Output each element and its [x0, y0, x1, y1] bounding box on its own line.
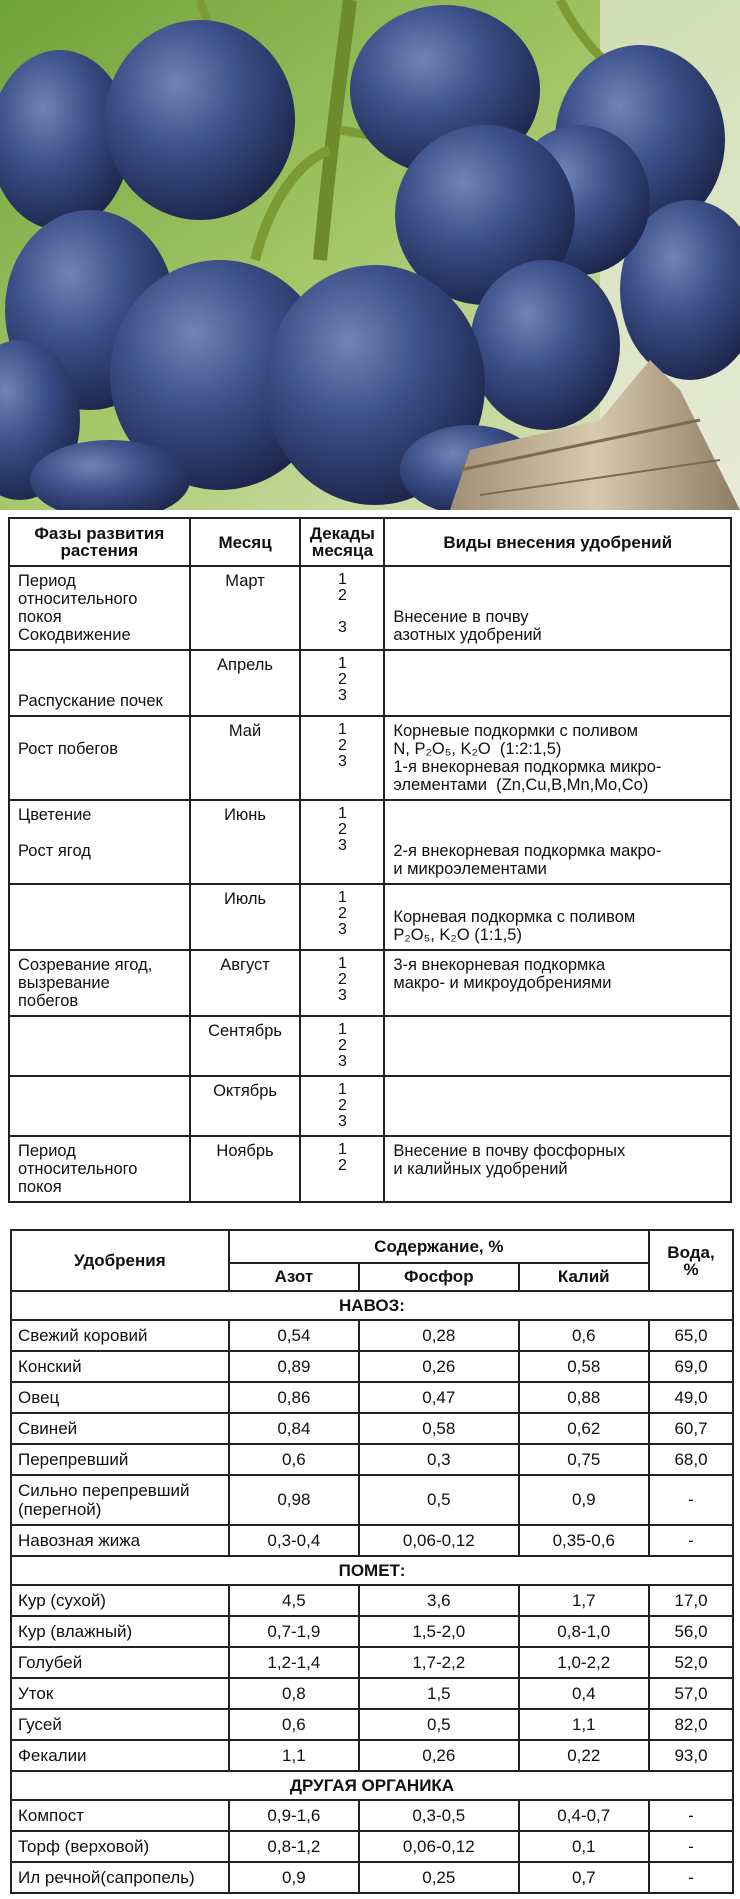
fertilizer-cell — [384, 1076, 731, 1136]
header-potassium: Калий — [519, 1263, 650, 1291]
phase-cell — [9, 1076, 190, 1136]
nitrogen-value: 0,84 — [229, 1413, 359, 1444]
fert-line: Корневые подкормки с поливом — [393, 722, 639, 740]
decades-line: 1 — [337, 889, 347, 906]
fert-line — [393, 824, 722, 842]
decades-cell — [300, 650, 384, 716]
section-title: ДРУГАЯ ОРГАНИКА — [11, 1771, 733, 1800]
table-row — [11, 1413, 733, 1444]
month-cell — [190, 566, 301, 650]
potassium-value: 0,62 — [519, 1413, 650, 1444]
decades-line: 1 — [337, 721, 347, 738]
decades-line: 1 — [337, 1021, 347, 1038]
decades-line: 2 — [337, 1097, 347, 1114]
schedule-row — [9, 1136, 731, 1202]
header-phosphorus: Фосфор — [359, 1263, 518, 1291]
nitrogen-value: 0,9-1,6 — [229, 1800, 359, 1831]
phase-line: покоя — [18, 1178, 62, 1196]
phase-cell — [9, 566, 190, 650]
month-label: Март — [225, 572, 265, 590]
phase-line: Цветение — [18, 806, 92, 824]
fert-line — [393, 572, 722, 590]
fert-line: P₂O₅, K₂O (1:1,5) — [393, 926, 522, 944]
table-row — [11, 1525, 733, 1556]
potassium-value: 0,88 — [519, 1382, 650, 1413]
fertilizer-name: Гусей — [11, 1709, 229, 1740]
phase-line: относительного — [18, 1160, 138, 1178]
decades-line: 2 — [337, 737, 347, 754]
decades-line: 1 — [337, 1081, 347, 1098]
decades-line: 2 — [337, 587, 347, 604]
phosphorus-value: 0,5 — [359, 1709, 518, 1740]
fert-line: и калийных удобрений — [393, 1160, 568, 1178]
water-value: 17,0 — [649, 1585, 733, 1616]
nitrogen-value: 0,98 — [229, 1475, 359, 1525]
table-row — [11, 1709, 733, 1740]
decades-cell — [300, 716, 384, 800]
potassium-value: 1,1 — [519, 1709, 650, 1740]
fert-line: Корневая подкормка с поливом — [393, 908, 636, 926]
phase-line: Распускание почек — [18, 692, 163, 710]
decades-line: 1 — [337, 1141, 347, 1158]
decades-cell — [300, 950, 384, 1016]
fertilizer-content-table — [10, 1229, 734, 1894]
potassium-value: 0,4 — [519, 1678, 650, 1709]
water-value: - — [649, 1525, 733, 1556]
fert-line: макро- и микроудобрениями — [393, 974, 612, 992]
water-value: 57,0 — [649, 1678, 733, 1709]
month-cell — [190, 884, 301, 950]
header-content-percent: Содержание, % — [229, 1230, 649, 1263]
header-fertilizers: Удобрения — [11, 1230, 229, 1291]
schedule-row — [9, 566, 731, 650]
table-row — [11, 1475, 733, 1525]
table-row — [11, 1647, 733, 1678]
fert-line: Внесение в почву — [393, 608, 529, 626]
decades-line: 3 — [337, 837, 347, 854]
fertilizer-name: Конский — [11, 1351, 229, 1382]
month-cell — [190, 1076, 301, 1136]
potassium-value: 0,58 — [519, 1351, 650, 1382]
phase-cell — [9, 716, 190, 800]
table-row — [11, 1585, 733, 1616]
phase-cell — [9, 650, 190, 716]
nitrogen-value: 0,6 — [229, 1444, 359, 1475]
phase-line: покоя — [18, 608, 62, 626]
nitrogen-value: 0,3-0,4 — [229, 1525, 359, 1556]
water-value: - — [649, 1475, 733, 1525]
header-nitrogen: Азот — [229, 1263, 359, 1291]
fert-line: элементами (Zn,Cu,B,Mn,Mo,Co) — [393, 776, 649, 794]
phosphorus-value: 1,5-2,0 — [359, 1616, 518, 1647]
month-cell — [190, 1136, 301, 1202]
fertilizer-name: Компост — [11, 1800, 229, 1831]
phosphorus-value: 0,58 — [359, 1413, 518, 1444]
phase-line: побегов — [18, 992, 79, 1010]
water-value: - — [649, 1831, 733, 1862]
fert-line: 2-я внекорневая подкормка макро- — [393, 842, 662, 860]
potassium-value: 0,1 — [519, 1831, 650, 1862]
table-row — [11, 1678, 733, 1709]
fert-line — [393, 890, 722, 908]
fert-line — [393, 806, 722, 824]
water-value: 49,0 — [649, 1382, 733, 1413]
section-row — [11, 1771, 733, 1800]
fertilizer-name: Сильно перепревший (перегной) — [11, 1475, 229, 1525]
phase-line: Рост ягод — [18, 842, 91, 860]
decades-line: 2 — [337, 1157, 347, 1174]
potassium-value: 0,7 — [519, 1862, 650, 1893]
table-row — [11, 1444, 733, 1475]
section-row — [11, 1291, 733, 1320]
decades-line: 2 — [337, 671, 347, 688]
phase-line: Рост побегов — [18, 740, 118, 758]
table-row — [11, 1740, 733, 1771]
phase-cell — [9, 1136, 190, 1202]
phase-cell — [9, 800, 190, 884]
nitrogen-value: 0,6 — [229, 1709, 359, 1740]
month-cell — [190, 716, 301, 800]
phase-line — [18, 824, 181, 842]
section-row — [11, 1556, 733, 1585]
phosphorus-value: 0,06-0,12 — [359, 1831, 518, 1862]
water-value: 52,0 — [649, 1647, 733, 1678]
nitrogen-value: 1,2-1,4 — [229, 1647, 359, 1678]
fertilizer-cell — [384, 716, 731, 800]
table-row — [11, 1351, 733, 1382]
schedule-row — [9, 650, 731, 716]
phase-line: относительного — [18, 590, 138, 608]
nitrogen-value: 0,8 — [229, 1678, 359, 1709]
water-value: 69,0 — [649, 1351, 733, 1382]
table-row — [11, 1616, 733, 1647]
fertilizer-name: Навозная жижа — [11, 1525, 229, 1556]
nitrogen-value: 0,86 — [229, 1382, 359, 1413]
phosphorus-value: 0,26 — [359, 1351, 518, 1382]
fertilizer-name: Кур (влажный) — [11, 1616, 229, 1647]
potassium-value: 1,0-2,2 — [519, 1647, 650, 1678]
fertilizer-cell — [384, 566, 731, 650]
nitrogen-value: 1,1 — [229, 1740, 359, 1771]
schedule-row — [9, 950, 731, 1016]
feeding-schedule-table — [8, 517, 732, 1203]
decades-line: 2 — [337, 821, 347, 838]
fertilizer-cell — [384, 800, 731, 884]
decades-line: 2 — [337, 971, 347, 988]
decades-line: 3 — [337, 687, 347, 704]
grapes-illustration — [0, 0, 740, 510]
schedule-row — [9, 1016, 731, 1076]
table-row — [11, 1382, 733, 1413]
schedule-row — [9, 1076, 731, 1136]
decades-line: 3 — [337, 753, 347, 770]
month-cell — [190, 800, 301, 884]
phosphorus-value: 0,5 — [359, 1475, 518, 1525]
fertilizer-name: Овец — [11, 1382, 229, 1413]
water-value: 60,7 — [649, 1413, 733, 1444]
decades-line: 3 — [337, 1053, 347, 1070]
phase-line — [18, 674, 181, 692]
fertilizer-name: Голубей — [11, 1647, 229, 1678]
month-label: Октябрь — [213, 1082, 278, 1100]
decades-line: 1 — [337, 655, 347, 672]
nitrogen-value: 0,89 — [229, 1351, 359, 1382]
month-label: Апрель — [217, 656, 274, 674]
decades-cell — [300, 884, 384, 950]
table-row — [11, 1800, 733, 1831]
fert-line: и микроэлементами — [393, 860, 547, 878]
decades-cell — [300, 1016, 384, 1076]
phosphorus-value: 0,3 — [359, 1444, 518, 1475]
month-label: Ноябрь — [216, 1142, 274, 1160]
fertilizer-name: Свежий коровий — [11, 1320, 229, 1351]
month-label: Июль — [223, 890, 267, 908]
header-phase: Фазы развития растения — [9, 518, 190, 566]
decades-cell — [300, 800, 384, 884]
month-cell — [190, 650, 301, 716]
potassium-value: 0,9 — [519, 1475, 650, 1525]
schedule-header-row — [9, 518, 731, 566]
fertilizer-cell — [384, 650, 731, 716]
phase-cell — [9, 884, 190, 950]
phase-line — [18, 722, 181, 740]
potassium-value: 0,22 — [519, 1740, 650, 1771]
water-value: - — [649, 1862, 733, 1893]
potassium-value: 0,8-1,0 — [519, 1616, 650, 1647]
fertilizer-cell — [384, 1136, 731, 1202]
potassium-value: 0,4-0,7 — [519, 1800, 650, 1831]
decades-line: 1 — [337, 805, 347, 822]
month-cell — [190, 1016, 301, 1076]
water-value: - — [649, 1800, 733, 1831]
header-month: Месяц — [190, 518, 301, 566]
fertilizer-name: Свиней — [11, 1413, 229, 1444]
fertilizer-name: Перепревший — [11, 1444, 229, 1475]
decades-line: 3 — [337, 921, 347, 938]
phosphorus-value: 0,26 — [359, 1740, 518, 1771]
fert-line: азотных удобрений — [393, 626, 542, 644]
fertilizer-cell — [384, 884, 731, 950]
phase-cell — [9, 1016, 190, 1076]
fert-line: 1-я внекорневая подкормка микро- — [393, 758, 662, 776]
fert-line: N, P₂O₅, K₂O (1:2:1,5) — [393, 740, 562, 758]
water-value: 82,0 — [649, 1709, 733, 1740]
nitrogen-value: 4,5 — [229, 1585, 359, 1616]
header-fertilizer-type: Виды внесения удобрений — [384, 518, 731, 566]
phosphorus-value: 1,7-2,2 — [359, 1647, 518, 1678]
nitrogen-value: 0,9 — [229, 1862, 359, 1893]
nitrogen-value: 0,54 — [229, 1320, 359, 1351]
month-label: Июнь — [224, 806, 267, 824]
table-row — [11, 1831, 733, 1862]
phase-line: Период — [18, 572, 76, 590]
phase-line: Созревание ягод, — [18, 956, 153, 974]
decades-line: 1 — [337, 955, 347, 972]
phosphorus-value: 0,28 — [359, 1320, 518, 1351]
nitrogen-value: 0,7-1,9 — [229, 1616, 359, 1647]
phase-line: Сокодвижение — [18, 626, 131, 644]
fertilizer-name: Ил речной(сапропель) — [11, 1862, 229, 1893]
nitrogen-value: 0,8-1,2 — [229, 1831, 359, 1862]
decades-cell — [300, 1076, 384, 1136]
decades-line: 2 — [337, 1037, 347, 1054]
water-value: 68,0 — [649, 1444, 733, 1475]
phosphorus-value: 0,47 — [359, 1382, 518, 1413]
water-value: 56,0 — [649, 1616, 733, 1647]
fert-line — [393, 590, 722, 608]
potassium-value: 1,7 — [519, 1585, 650, 1616]
phase-cell — [9, 950, 190, 1016]
header-decades: Декады месяца — [300, 518, 384, 566]
fert-line: Внесение в почву фосфорных — [393, 1142, 626, 1160]
phosphorus-value: 0,06-0,12 — [359, 1525, 518, 1556]
phase-line: Период — [18, 1142, 76, 1160]
phosphorus-value: 1,5 — [359, 1678, 518, 1709]
decades-line: 3 — [337, 619, 347, 636]
month-label: Май — [228, 722, 262, 740]
schedule-row — [9, 884, 731, 950]
phosphorus-value: 0,25 — [359, 1862, 518, 1893]
decades-line: 2 — [337, 905, 347, 922]
fertilizer-cell — [384, 950, 731, 1016]
decades-cell — [300, 566, 384, 650]
month-label: Август — [220, 956, 270, 974]
decades-line: 1 — [337, 571, 347, 588]
decades-cell — [300, 1136, 384, 1202]
schedule-row — [9, 800, 731, 884]
phosphorus-value: 0,3-0,5 — [359, 1800, 518, 1831]
fertilizer-name: Уток — [11, 1678, 229, 1709]
month-label: Сентябрь — [208, 1022, 282, 1040]
phase-line: вызревание — [18, 974, 110, 992]
fertilizer-cell — [384, 1016, 731, 1076]
fertilizer-name: Фекалии — [11, 1740, 229, 1771]
decades-line: 3 — [337, 1113, 347, 1130]
water-value: 93,0 — [649, 1740, 733, 1771]
section-title: НАВОЗ: — [11, 1291, 733, 1320]
grapes-photo — [0, 0, 740, 510]
header-water-percent: Вода, % — [649, 1230, 733, 1291]
potassium-value: 0,6 — [519, 1320, 650, 1351]
potassium-value: 0,75 — [519, 1444, 650, 1475]
table-row — [11, 1862, 733, 1893]
fertilizer-name: Кур (сухой) — [11, 1585, 229, 1616]
decades-line: 3 — [337, 987, 347, 1004]
fert-line: 3-я внекорневая подкормка — [393, 956, 606, 974]
section-title: ПОМЕТ: — [11, 1556, 733, 1585]
table-row — [11, 1320, 733, 1351]
fertilizer-name: Торф (верховой) — [11, 1831, 229, 1862]
schedule-row — [9, 716, 731, 800]
phosphorus-value: 3,6 — [359, 1585, 518, 1616]
month-cell — [190, 950, 301, 1016]
phase-line — [18, 656, 181, 674]
decades-line — [305, 604, 379, 620]
potassium-value: 0,35-0,6 — [519, 1525, 650, 1556]
water-value: 65,0 — [649, 1320, 733, 1351]
